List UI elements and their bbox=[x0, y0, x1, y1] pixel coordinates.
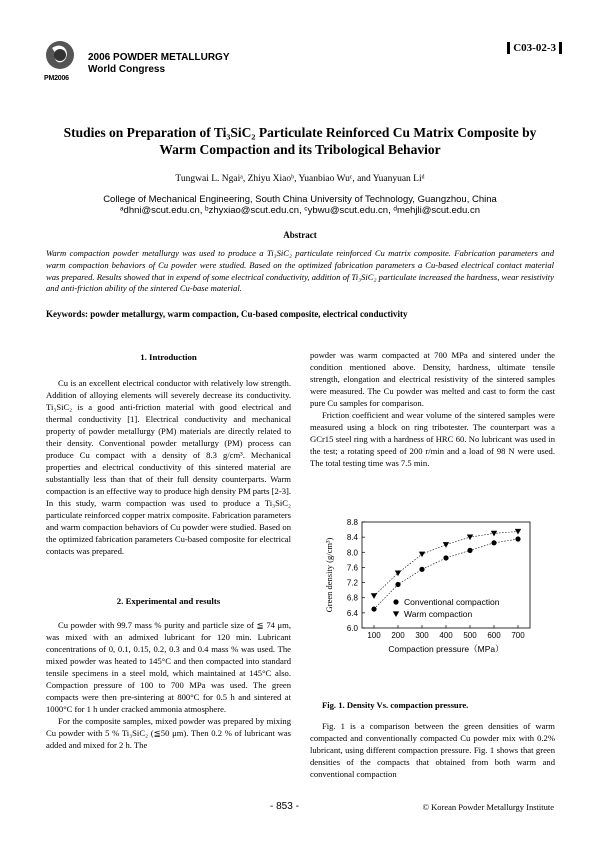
legend-label: Conventional compaction bbox=[404, 597, 500, 607]
x-tick-label: 400 bbox=[439, 631, 453, 640]
authors: Tungwai L. Ngaiᵃ, Zhiyu Xiaoᵇ, Yuanbiao Wuᶜ, and Yuanyuan Liᵈ bbox=[175, 174, 425, 184]
x-tick-label: 200 bbox=[391, 631, 405, 640]
event-subtitle: World Congress bbox=[88, 64, 166, 75]
data-point bbox=[467, 535, 473, 541]
legend-marker bbox=[393, 611, 399, 617]
page-number: - 853 - bbox=[270, 801, 299, 812]
y-tick-label: 6.8 bbox=[346, 593, 358, 603]
y-tick-label: 8.4 bbox=[346, 533, 358, 543]
data-point bbox=[491, 540, 496, 545]
data-point bbox=[419, 567, 424, 572]
col2-paragraph-2: Friction coefficient and wear volume of the sintered samples were measured using a block on ring tribotester. The counterpart was a GCr15 steel ring with a hardness of HRC 60. No lubricant was used in the test; a rotating speed of 200 r/min and a load of 98 N were used. The total testing time was 7.5 min. bbox=[310, 410, 555, 468]
col2-paragraph-3: Fig. 1 is a comparison between the green densities of warm compacted and conventionally compacted Cu powder mix with 0.2% lubricant, using different compaction pressure. Fig. 1 shows that green densities of the compacts that obtained from both warm and conventional compaction bbox=[310, 721, 555, 779]
logo-text: PM2006 bbox=[44, 75, 69, 82]
y-tick-label: 8.8 bbox=[346, 518, 358, 527]
section-heading-introduction: 1. Introduction bbox=[140, 352, 197, 362]
y-tick-label: 7.6 bbox=[346, 563, 358, 573]
data-point bbox=[395, 582, 400, 587]
legend-marker bbox=[393, 599, 398, 604]
figure-caption: Fig. 1. Density Vs. compaction pressure. bbox=[322, 700, 469, 710]
experimental-section bbox=[46, 596, 291, 751]
data-point bbox=[443, 555, 448, 560]
experimental-paragraph-2: For the composite samples, mixed powder was prepared by mixing Cu powder with 5 % Ti₃SiC₂ (≦50 μm). Then 0.2 % of lubricant was added and mixed for 2 h. The bbox=[46, 716, 291, 750]
data-point bbox=[515, 529, 521, 535]
section-heading-experimental: 2. Experimental and results bbox=[116, 596, 221, 606]
column2-text-bottom bbox=[310, 721, 555, 780]
affiliation-text: College of Mechanical Engineering, South China University of Technology, Guangzhou, China bbox=[103, 194, 497, 205]
x-axis-label: Compaction pressure（MPa） bbox=[388, 644, 504, 654]
y-tick-label: 8.0 bbox=[346, 548, 358, 558]
data-point bbox=[491, 531, 497, 537]
series-line-1 bbox=[374, 531, 518, 595]
emails: ᵃdhni@scut.edu.cn, ᵇzhyxiao@scut.edu.cn, ᶜybwu@scut.edu.cn, ᵈmehjli@scut.edu.cn bbox=[120, 205, 480, 216]
col2-paragraph-1: powder was warm compacted at 700 MPa and sintered under the condition mentioned above. Density, hardness, ultimate tensile strength, elongation and electrical resistivity of the sintered samples were measured. The Cu powder was melted and cast to form the cast pure Cu samples for comparison. bbox=[310, 350, 555, 408]
column2-text bbox=[310, 349, 555, 469]
keywords: Keywords: powder metallurgy, warm compaction, Cu-based composite, electrical conductivity bbox=[46, 309, 408, 319]
paper-code: C03-02-3 bbox=[507, 42, 562, 54]
y-tick-label: 6.0 bbox=[346, 624, 358, 633]
density-chart bbox=[320, 510, 540, 660]
x-tick-label: 500 bbox=[463, 631, 477, 640]
abstract-heading: Abstract bbox=[283, 230, 317, 240]
paper-title-line-1: Studies on Preparation of Ti₃SiC₂ Particulate Reinforced Cu Matrix Composite by bbox=[63, 125, 537, 140]
data-point bbox=[371, 593, 377, 599]
paper-title-line-2: Warm Compaction and its Tribological Behavior bbox=[159, 142, 441, 157]
abstract: Warm compaction powder metallurgy was used to produce a Ti₃SiC₂ particulate reinforced Cu matrix composite. Fabrication parameters and warm compaction behaviors of Cu powder were studied. Based on the optimized fabrication parameters a Cu-based electrical contact material was prepared. Results showed that in expend of some electrical conductivity, addition of Ti₃SiC₂ particulate increased the hardness, wear resistivity and anti-friction ability of the sintered Cu-base material. bbox=[46, 248, 554, 294]
y-tick-label: 6.4 bbox=[346, 608, 358, 618]
data-point bbox=[371, 606, 376, 611]
data-point bbox=[443, 542, 449, 548]
legend-label: Warm compaction bbox=[404, 609, 473, 619]
intro-paragraph: Cu is an excellent electrical conductor with relatively low strength. Addition of alloying elements will severely decrease its conductivity. Ti₃SiC₂ is a good anti-friction material with good electrical and thermal conductivity [1]. Electrical conductivity and mechanical property of powder metallurgy (PM) materials are directly related to their density. Conventional powder metallurgy (PM) process can produce Cu compact with a density of 8.3 g/cm³. Mechanical properties and electrical conductivity of this sintered material are substantially less than that of their full density counterparts. Warm compaction is an effective way to produce high density PM parts [2-3]. In this study, warm compaction was used to produce a Ti₃SiC₂ particulate reinforced copper matrix composite. Fabrication parameters and warm compaction behaviors of Cu powder were studied. Based on the optimized fabrication parameters Cu-based composite for electrical contacts was prepared. bbox=[46, 378, 291, 556]
copyright: © Korean Powder Metallurgy Institute bbox=[422, 802, 554, 812]
introduction-section bbox=[46, 352, 291, 557]
data-point bbox=[419, 552, 425, 558]
affiliation bbox=[40, 194, 560, 216]
x-tick-label: 300 bbox=[415, 631, 429, 640]
y-tick-label: 7.2 bbox=[346, 578, 358, 588]
experimental-paragraph-1: Cu powder with 99.7 mass % purity and particle size of ≦ 74 μm, was mixed with an admixed lubricant for 120 min. Lubricant concentrations of 0, 0.1, 0.15, 0.2, 0.3 and 0.4 mass % was used. The mixed powder was heated to 145°C and then compacted into standard tensile specimens in a steel mold, which maintained at 145°C also. Compaction pressure of 100 to 700 MPa was used. The green compacts were then pre-sintering at 800°C for 0.5 h and sintered at 1000°C for 1 h under cracked ammonia atmosphere. bbox=[46, 620, 291, 714]
event-name: 2006 POWDER METALLURGY bbox=[88, 52, 230, 63]
y-axis-label: Green density (g/cm³) bbox=[324, 537, 334, 613]
data-point bbox=[467, 548, 472, 553]
x-tick-label: 600 bbox=[487, 631, 501, 640]
data-point bbox=[515, 536, 520, 541]
data-point bbox=[395, 571, 401, 577]
x-tick-label: 100 bbox=[367, 631, 381, 640]
x-tick-label: 700 bbox=[511, 631, 525, 640]
